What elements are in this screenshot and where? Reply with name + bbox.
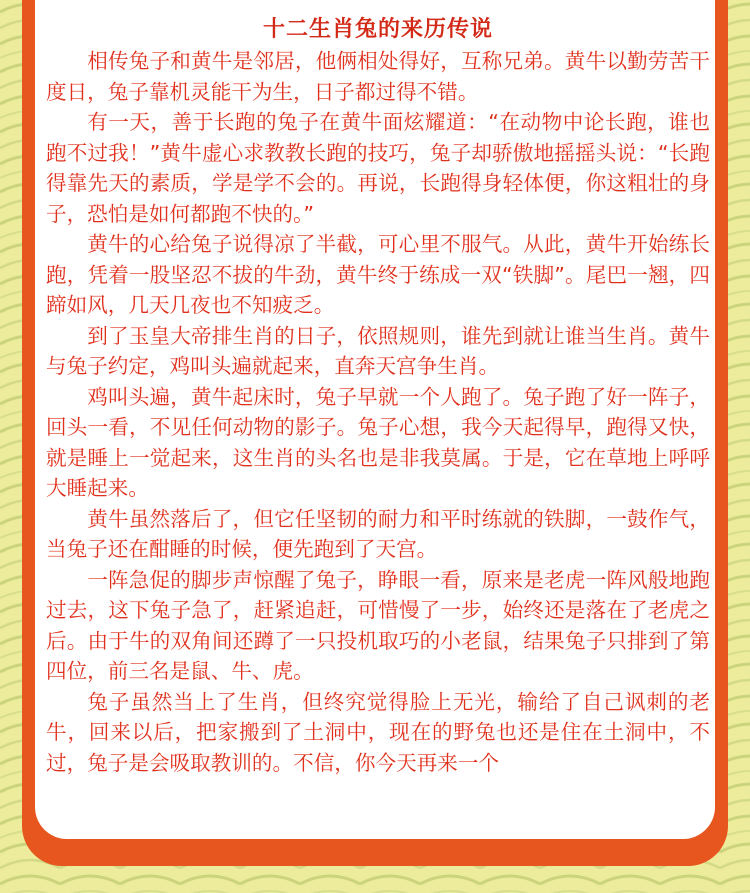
paragraph: 一阵急促的脚步声惊醒了兔子，睁眼一看，原来是老虎一阵风般地跑过去，这下兔子急了，赶紧追赶，可惜慢了一步，始终还是落在了老虎之后。由于牛的双角间还蹲了一只投机取巧的小老鼠，结果兔子只排到了第四位，前三名是鼠、牛、虎。 <box>46 567 710 683</box>
paragraph: 相传兔子和黄牛是邻居，他俩相处得好，互称兄弟。黄牛以勤劳苦干度日，兔子靠机灵能干为生，日子都过得不错。 <box>46 49 710 104</box>
paragraph: 到了玉皇大帝排生肖的日子，依照规则，谁先到就让谁当生肖。黄牛与兔子约定，鸡叫头遍就起来，直奔天宫争生肖。 <box>46 323 710 378</box>
paragraph: 鸡叫头遍，黄牛起床时，兔子早就一个人跑了。兔子跑了好一阵子，回头一看，不见任何动物的影子。兔子心想，我今天起得早，跑得又快，就是睡上一觉起来，这生肖的头名也是非我莫属。于是，它在草地上呼呼大睡起来。 <box>46 384 710 500</box>
paragraph: 黄牛的心给兔子说得凉了半截，可心里不服气。从此，黄牛开始练长跑，凭着一股坚忍不拔的牛劲，黄牛终于练成一双“铁脚”。尾巴一翘，四蹄如风，几天几夜也不知疲乏。 <box>46 232 710 317</box>
page-title: 十二生肖兔的来历传说 <box>262 17 493 42</box>
article <box>46 14 710 778</box>
paragraph: 兔子虽然当上了生肖，但终究觉得脸上无光，输给了自己讽刺的老牛，回来以后，把家搬到了土洞中，现在的野兔也还是住在土洞中，不过，兔子是会吸取教训的。不信，你今天再来一个 <box>46 689 710 775</box>
paragraph: 有一天，善于长跑的兔子在黄牛面炫耀道：“在动物中论长跑，谁也跑不过我！”黄牛虚心求教教长跑的技巧，兔子却骄傲地摇摇头说：“长跑得靠先天的素质，学是学不会的。再说，长跑得身轻体便，你这粗壮的身子，恐怕是如何都跑不快的。” <box>46 110 710 226</box>
paragraph: 黄牛虽然落后了，但它任坚韧的耐力和平时练就的铁脚，一鼓作气，当兔子还在酣睡的时候，便先跑到了天宫。 <box>46 506 710 561</box>
